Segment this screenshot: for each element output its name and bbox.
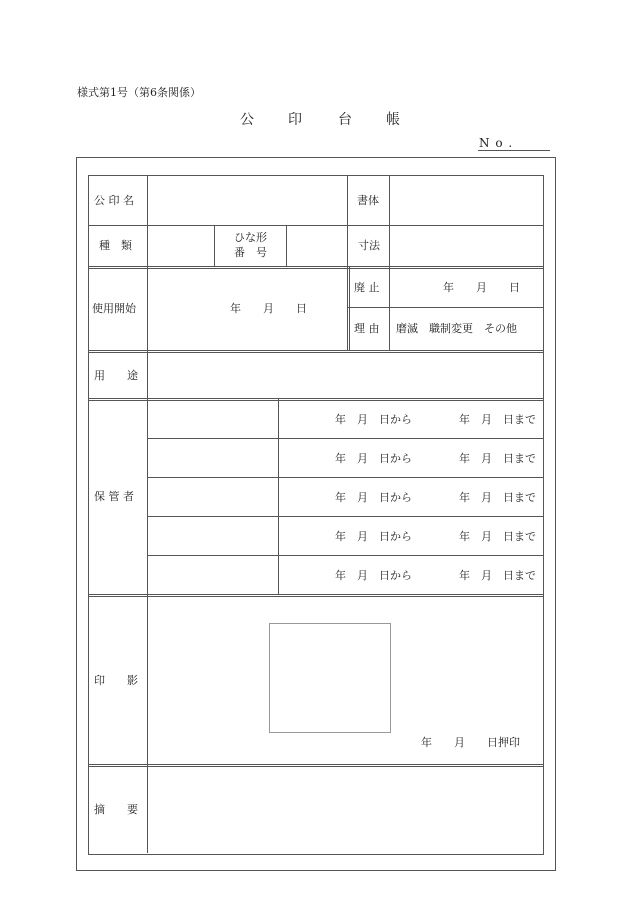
col-divider	[147, 175, 148, 853]
form-number: 様式第1号（第6条関係）	[77, 86, 201, 99]
number-label: N o .	[479, 136, 514, 150]
purpose-field[interactable]	[149, 353, 541, 397]
row-divider	[147, 555, 543, 556]
font-field[interactable]	[391, 177, 541, 224]
summary-label: 摘 要	[94, 803, 138, 816]
seal-name-label: 公 印 名	[94, 194, 134, 207]
col-divider	[389, 225, 390, 267]
custodian-name-field[interactable]	[149, 440, 277, 476]
purpose-label: 用 途	[94, 369, 138, 382]
title-char-2: 印	[288, 112, 302, 128]
custodian-to-date[interactable]: 年 月 日まで	[459, 452, 536, 465]
summary-field[interactable]	[149, 768, 541, 851]
custodian-to-date[interactable]: 年 月 日まで	[459, 491, 536, 504]
row-divider	[88, 225, 543, 226]
col-divider	[389, 267, 390, 351]
custodian-name-field[interactable]	[149, 518, 277, 554]
col-divider	[347, 225, 348, 267]
ledger-table	[88, 175, 544, 855]
size-label: 寸法	[358, 239, 380, 252]
custodian-to-date[interactable]: 年 月 日まで	[459, 413, 536, 426]
custodian-from-date[interactable]: 年 月 日から	[335, 413, 412, 426]
col-divider	[347, 267, 350, 351]
abolish-label: 廃 止	[354, 281, 380, 294]
col-divider	[278, 399, 279, 595]
row-divider	[147, 516, 543, 517]
template-label-line2: 番 号	[234, 246, 267, 259]
size-field[interactable]	[391, 227, 541, 265]
impression-date[interactable]: 年 月 日押印	[421, 736, 520, 749]
row-divider	[147, 477, 543, 478]
custodian-from-date[interactable]: 年 月 日から	[335, 452, 412, 465]
row-divider	[88, 594, 543, 597]
custodian-name-field[interactable]	[149, 401, 277, 437]
template-label-line1: ひな形	[234, 231, 267, 244]
custodian-from-date[interactable]: 年 月 日から	[335, 530, 412, 543]
template-number-field[interactable]	[288, 227, 346, 265]
number-field[interactable]	[478, 150, 550, 151]
custodian-from-date[interactable]: 年 月 日から	[335, 491, 412, 504]
start-use-date[interactable]: 年 月 日	[230, 302, 307, 315]
row-divider	[88, 764, 543, 767]
col-divider	[389, 175, 390, 226]
custodian-name-field[interactable]	[149, 557, 277, 593]
custodian-label: 保 管 者	[94, 490, 134, 503]
type-label: 種 類	[99, 239, 132, 252]
col-divider	[286, 225, 287, 267]
col-divider	[347, 175, 348, 226]
start-use-label: 使用開始	[92, 302, 136, 315]
seal-name-field[interactable]	[149, 177, 346, 224]
impression-label: 印 影	[94, 674, 138, 687]
reason-label: 理 由	[354, 322, 380, 335]
custodian-to-date[interactable]: 年 月 日まで	[459, 569, 536, 582]
row-divider	[348, 307, 543, 308]
font-label: 書体	[357, 194, 379, 207]
row-divider	[147, 438, 543, 439]
row-divider	[88, 266, 543, 269]
title-char-1: 公	[240, 112, 254, 128]
title-char-4: 帳	[386, 112, 400, 128]
custodian-from-date[interactable]: 年 月 日から	[335, 569, 412, 582]
title-char-3: 台	[338, 112, 352, 128]
seal-impression-box[interactable]	[269, 623, 391, 733]
reason-options[interactable]: 磨滅 職制変更 その他	[396, 322, 517, 335]
custodian-to-date[interactable]: 年 月 日まで	[459, 530, 536, 543]
type-field[interactable]	[149, 227, 213, 265]
abolish-date[interactable]: 年 月 日	[443, 281, 520, 294]
custodian-name-field[interactable]	[149, 479, 277, 515]
